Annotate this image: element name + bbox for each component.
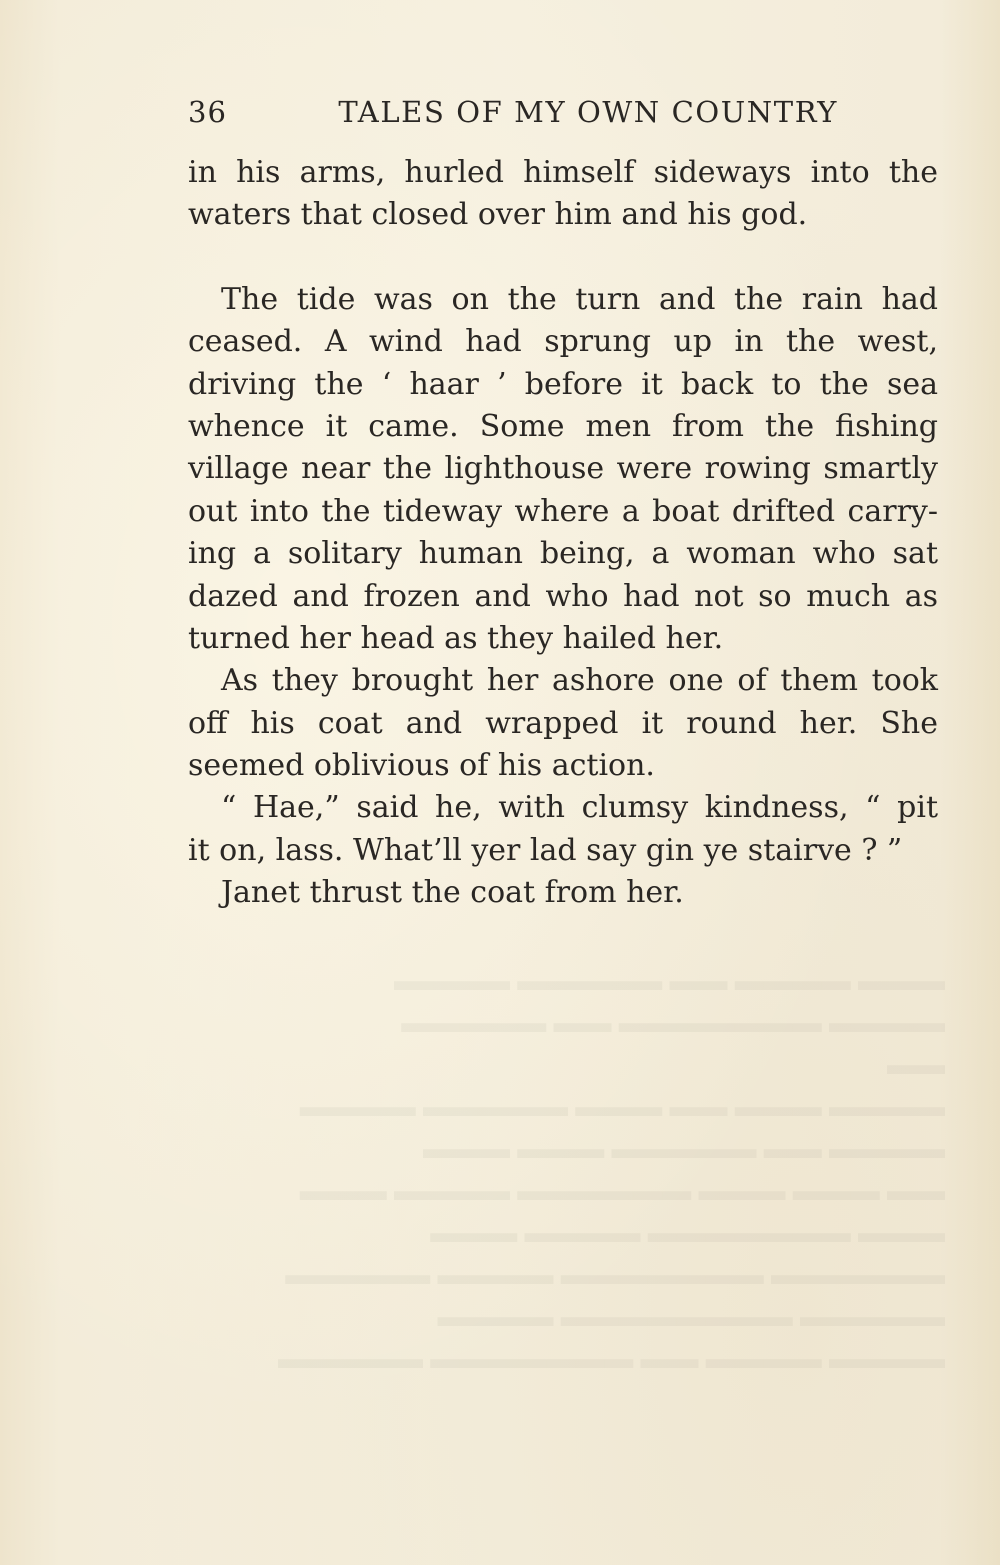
running-title: TALES OF MY OWN COUNTRY <box>338 95 838 129</box>
text-line: in his arms, hurled himself sideways into the <box>188 155 938 190</box>
section-break <box>188 237 938 279</box>
text-line: ceased. A wind had sprung up in the west, <box>188 324 938 360</box>
body-text <box>188 152 938 915</box>
text-line: village near the lighthouse were rowing smartly <box>188 451 938 487</box>
text-line: waters that closed over him and his god. <box>188 197 808 233</box>
running-header <box>188 95 838 139</box>
text-line: dazed and frozen and who had not so much as <box>188 578 938 614</box>
text-line: Janet thrust the coat from her. <box>221 875 684 911</box>
paragraph-3 <box>188 660 938 787</box>
paragraph-2 <box>188 279 938 661</box>
text-line: out into the tideway where a boat drifted carry- <box>188 493 938 529</box>
page-number: 36 <box>188 95 227 129</box>
bleed-through-text: ▬▬▬ ▬▬▬▬ ▬▬ ▬▬▬▬▬ ▬▬▬▬ ▬▬▬▬ ▬▬▬▬▬▬▬ ▬▬ ▬▬▬▬▬ ▬▬ ▬▬▬▬ ▬▬▬ ▬▬ ▬▬▬ ▬▬▬▬▬ ▬▬▬▬ ▬▬▬▬ ▬▬ ▬▬▬▬▬ ▬▬▬ ▬▬▬ ▬▬ ▬▬▬ ▬▬▬ ▬▬▬▬▬▬ ▬▬▬▬ ▬▬▬ ▬▬▬ ▬▬▬▬▬▬▬ ▬▬▬▬ ▬▬▬ ▬▬▬▬▬▬ ▬▬▬▬▬▬▬ ▬▬▬▬ ▬▬▬▬▬ ▬▬▬▬▬ ▬▬▬▬▬▬▬▬ ▬▬▬▬ ▬▬▬▬ ▬▬▬▬ ▬▬ ▬▬▬▬▬▬▬ ▬▬▬▬▬ <box>278 965 945 1375</box>
text-line: it on, lass. What’ll yer lad say gin ye stairve ? ” <box>188 832 903 868</box>
text-line: ing a solitary human being, a woman who sat <box>188 536 938 572</box>
text-line: off his coat and wrapped it round her. She <box>188 705 938 741</box>
text-line: The tide was on the turn and the rain had <box>221 281 938 317</box>
paragraph-5 <box>188 872 938 914</box>
text-line: As they brought her ashore one of them took <box>221 663 938 699</box>
text-line: “ Hae,” said he, with clumsy kindness, “ pit <box>221 790 938 826</box>
text-line: whence it came. Some men from the fishing <box>188 408 938 444</box>
paragraph-1 <box>188 152 938 237</box>
paragraph-4 <box>188 787 938 872</box>
text-line: driving the ‘ haar ’ before it back to the sea <box>188 366 938 402</box>
text-line: turned her head as they hailed her. <box>188 620 724 656</box>
text-line: seemed oblivious of his action. <box>188 748 655 784</box>
